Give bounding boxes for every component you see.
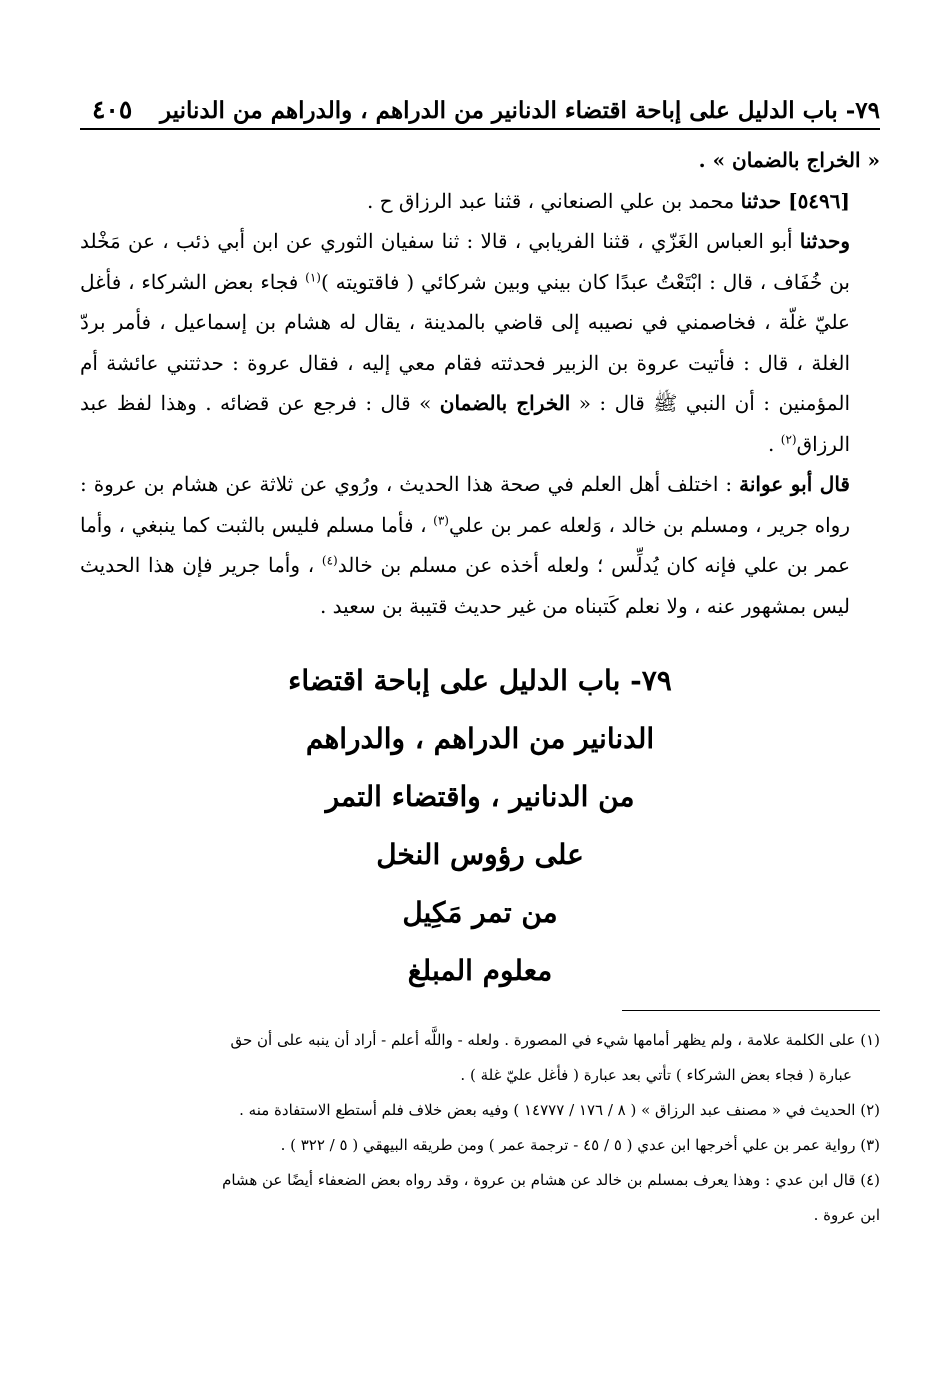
paragraph-commentary (80, 464, 880, 626)
hadith-ending: « الخراج بالضمان » . (698, 148, 880, 172)
running-header-title: ٧٩- باب الدليل على إباحة اقتضاء الدنانير من الدراهم ، والدراهم من الدنانير (159, 97, 880, 124)
commentary-text-a: : اختلف أهل العلم في صحة هذا الحديث ، ورُوي عن ثلاثة عن هشام بن عروة : رواه جرير ، ومسلم بن خالد ، وَلعله عمر بن علي (80, 472, 850, 537)
footnote-2: (٢) الحديث في « مصنف عبد الرزاق » ( ٨ / ١٧٦ / ١٤٧٧٧ ) وفيه بعض خلاف فلم أستطع الاستفادة منه . (239, 1101, 880, 1119)
footnote-separator (622, 1010, 880, 1011)
isnad-text: محمد بن علي الصنعاني ، قثنا عبد الرزاق ح . (366, 188, 741, 213)
commentary-lead: قال أبو عوانة (739, 472, 850, 496)
hadith-text-end: . (768, 431, 781, 456)
hadith-text-c: » قال : فرجع عن قضائه . وهذا لفظ عبد الرزاق (80, 391, 850, 456)
chapter-heading-line: من تمر مَكِيل (402, 896, 558, 929)
footnote-1: (١) على الكلمة علامة ، ولم يظهر أمامها شيء في المصورة . ولعله - واللَّه أعلم - أراد أن ينبه على أن حق (230, 1031, 880, 1049)
footnote-ref-1: (١) (305, 269, 321, 284)
commentary-text-b: ، فأما مسلم فليس بالثبت كما ينبغي ، وأما عمر بن علي فإنه كان يُدلِّس ؛ ولعله أخذه عن مسلم بن خالد (80, 512, 850, 577)
footnote-ref-2: (٢) (780, 431, 797, 446)
paragraph-hadith-body (80, 221, 880, 464)
footnote-4-continued: ابن عروة . (813, 1206, 880, 1224)
chapter-heading-line: ٧٩- باب الدليل على إباحة اقتضاء (288, 664, 672, 697)
chapter-heading-line: معلوم المبلغ (407, 954, 553, 987)
footnotes (80, 1023, 880, 1233)
hadith-matn-bold: الخراج بالضمان (439, 391, 571, 415)
header-rule (80, 128, 880, 130)
paragraph-1 (80, 140, 880, 181)
book-page (80, 78, 880, 1233)
hadith-text-b: فجاء بعض الشركاء ، فأغل عليّ غلّة ، فخاصمني في نصيبه إلى قاضي بالمدينة ، يقال له هشام بن إسماعيل ، فأمر بردّ الغلة ، قال : فأتيت عروة بن الزبير فحدثته فقام معي إليه ، فقال عروة : حدثتني عائشة أم المؤمنين : أن النبي ﷺ قال : « (80, 269, 851, 415)
isnad-lead: وحدثنا (799, 229, 850, 253)
footnote-ref-3: (٣) (433, 512, 449, 527)
chapter-heading (80, 652, 880, 1000)
footnote-4: (٤) قال ابن عدي : وهذا يعرف بمسلم بن خالد عن هشام بن عروة ، وقد رواه بعض الضعفاء أيضًا عن هشام (222, 1171, 880, 1189)
footnote-ref-4: (٤) (321, 553, 338, 568)
hadith-number-lead: [٥٤٩٦] حدثنا (740, 188, 850, 213)
main-text (80, 140, 880, 626)
footnote-1-continued: عبارة ( فجاء بعض الشركاء ) تأتي بعد عبارة ( فأغل عليّ غلة ) . (460, 1066, 852, 1084)
hadith-text-a: أبو العباس الغَزّي ، قثنا الفريابي ، قالا : ثنا سفيان الثوري عن ابن أبي ذئب ، عن مَخْلد بن خُفَاف ، قال : ابْتَعْتُ عبدًا كان بيني وبين شركائي ( فاقتويته ) (80, 229, 851, 294)
chapter-heading-line: الدنانير من الدراهم ، والدراهم (305, 722, 655, 755)
commentary-text-c: ، وأما جرير فإن هذا الحديث ليس بمشهور عنه ، ولا نعلم كَتبناه من غير حديث قتيبة بن سعيد . (80, 553, 850, 618)
chapter-heading-line: من الدنانير ، واقتضاء التمر (325, 780, 635, 813)
footnote-3: (٣) رواية عمر بن علي أخرجها ابن عدي ( ٥ / ٤٥ - ترجمة عمر ) ومن طريقه البيهقي ( ٥ / ٣٢٢ ) . (280, 1136, 880, 1154)
chapter-heading-line: على رؤوس النخل (376, 838, 584, 871)
running-header (80, 78, 880, 124)
page-number: ٤٠٥ (92, 95, 133, 124)
paragraph-hadith-5496 (80, 181, 880, 222)
